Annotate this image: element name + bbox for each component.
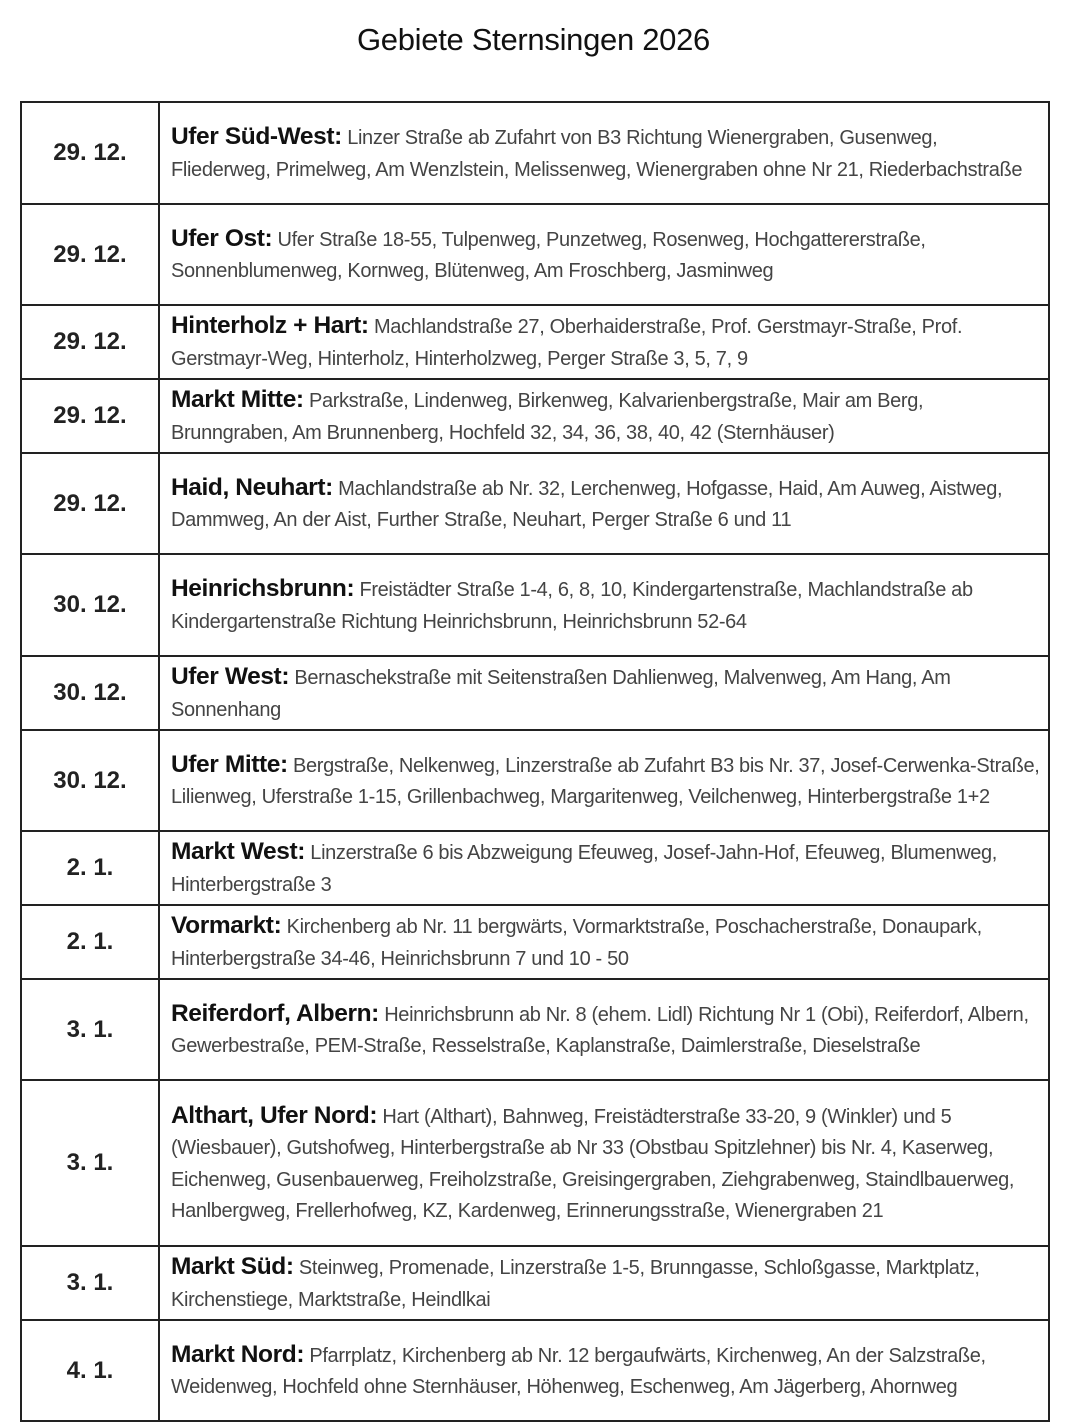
- table-row: [21, 102, 1049, 204]
- street-list: Pfarrplatz, Kirchenberg ab Nr. 12 bergaufwärts, Kirchenweg, An der Salzstraße, Weidenweg, Hochfeld ohne Sternhäuser, Höhenweg, Eschenweg, Am Jägerberg, Ahornweg: [171, 1344, 986, 1398]
- area-cell: [159, 979, 1049, 1080]
- area-separator: :: [279, 750, 288, 778]
- date-text: 4. 1.: [66, 1356, 114, 1384]
- area-separator: :: [334, 123, 342, 150]
- area-separator: :: [273, 912, 282, 939]
- area-name: Hinterholz + Hart: [171, 312, 361, 339]
- area-name: Markt Mitte: [171, 386, 296, 413]
- area-cell: [159, 305, 1049, 379]
- area-name: Ufer West: [171, 663, 282, 690]
- area-cell: [159, 379, 1049, 453]
- table-row: [21, 905, 1049, 979]
- area-name: Markt Nord: [171, 1340, 297, 1368]
- street-list: Linzerstraße 6 bis Abzweigung Efeuweg, Josef-Jahn-Hof, Efeuweg, Blumenweg, Hinterbergstraße 3: [171, 842, 998, 896]
- area-cell: [159, 905, 1049, 979]
- date-cell: [21, 204, 159, 305]
- table-row: [21, 730, 1049, 831]
- table-row: [21, 1080, 1049, 1246]
- area-name: Haid, Neuhart: [171, 473, 326, 501]
- street-list: Steinweg, Promenade, Linzerstraße 1-5, Brunngasse, Schloßgasse, Marktplatz, Kirchenstiege, Marktstraße, Heindlkai: [171, 1257, 980, 1311]
- date-text: 2. 1.: [66, 928, 114, 955]
- street-list: Linzer Straße ab Zufahrt von B3 Richtung Wienergraben, Gusenweg, Fliederweg, Primelweg, Am Wenzlstein, Melissenweg, Wienergraben ohne Nr 21, Riederbachstraße: [171, 127, 1023, 181]
- street-list: Machlandstraße ab Nr. 32, Lerchenweg, Hofgasse, Haid, Am Auweg, Aistweg, Dammweg, An der Aist, Further Straße, Neuhart, Perger Straße 6 und 11: [171, 477, 1003, 531]
- date-cell: [21, 1246, 159, 1320]
- area-name: Ufer Mitte: [171, 750, 280, 778]
- table-row: [21, 453, 1049, 554]
- date-text: 29. 12.: [53, 139, 127, 166]
- date-cell: [21, 453, 159, 554]
- date-text: 3. 1.: [66, 1015, 114, 1043]
- table-row: [21, 1246, 1049, 1320]
- table-row: [21, 979, 1049, 1080]
- area-cell: [159, 656, 1049, 730]
- area-name: Markt West: [171, 838, 298, 865]
- date-text: 2. 1.: [66, 854, 114, 881]
- area-cell: [159, 730, 1049, 831]
- area-name: Markt Süd: [171, 1253, 286, 1280]
- area-separator: :: [296, 1340, 305, 1368]
- areas-table-body: [21, 102, 1049, 1421]
- area-separator: :: [264, 224, 273, 252]
- date-cell: [21, 379, 159, 453]
- date-text: 30. 12.: [53, 591, 127, 618]
- street-list: Hart (Althart), Bahnweg, Freistädterstraße 33-20, 9 (Winkler) und 5 (Wiesbauer), Gutshofweg, Hinterbergstraße ab Nr 33 (Obstbau Spitzlehner) bis Nr. 4, Kaserweg, Eichenweg, Gusenbauerweg, Freiholzstraße, Greisingergraben, Ziehgrabenweg, Staindlbauerweg, Hanlbergweg, Frellerhofweg, KZ, Kardenweg, Erinnerungsstraße, Wienergraben 21: [171, 1105, 1015, 1222]
- areas-table: [20, 101, 1050, 1422]
- date-cell: [21, 554, 159, 656]
- date-text: 30. 12.: [53, 766, 127, 794]
- area-cell: [159, 1246, 1049, 1320]
- area-cell: [159, 554, 1049, 656]
- street-list: Kirchenberg ab Nr. 11 bergwärts, Vormarktstraße, Poschacherstraße, Donaupark, Hinterbergstraße 34-46, Heinrichsbrunn 7 und 10 - 50: [171, 916, 982, 970]
- area-cell: [159, 453, 1049, 554]
- area-cell: [159, 204, 1049, 305]
- area-separator: :: [346, 575, 355, 602]
- table-row: [21, 554, 1049, 656]
- date-cell: [21, 979, 159, 1080]
- area-separator: :: [371, 999, 379, 1027]
- table-row: [21, 379, 1049, 453]
- area-cell: [159, 1080, 1049, 1246]
- date-cell: [21, 102, 159, 204]
- area-separator: :: [325, 473, 333, 501]
- street-list: Bernaschekstraße mit Seitenstraßen Dahlienweg, Malvenweg, Am Hang, Am Sonnenhang: [171, 667, 951, 721]
- table-row: [21, 831, 1049, 905]
- date-text: 29. 12.: [53, 489, 127, 517]
- street-list: Heinrichsbrunn ab Nr. 8 (ehem. Lidl) Richtung Nr 1 (Obi), Reiferdorf, Albern, Gewerbestraße, PEM-Straße, Resselstraße, Kaplanstraße, Daimlerstraße, Dieselstraße: [171, 1003, 1029, 1057]
- table-row: [21, 1320, 1049, 1421]
- area-name: Ufer Süd-West: [171, 123, 335, 150]
- area-name: Althart, Ufer Nord: [171, 1101, 370, 1129]
- street-list: Parkstraße, Lindenweg, Birkenweg, Kalvarienbergstraße, Mair am Berg, Brunngraben, Am Brunnenberg, Hochfeld 32, 34, 36, 38, 40, 42 (Sternhäuser): [171, 390, 924, 444]
- date-cell: [21, 831, 159, 905]
- date-cell: [21, 305, 159, 379]
- area-separator: :: [285, 1253, 294, 1280]
- area-separator: :: [297, 838, 306, 865]
- date-text: 3. 1.: [66, 1269, 114, 1296]
- area-cell: [159, 102, 1049, 204]
- date-text: 29. 12.: [53, 402, 127, 429]
- street-list: Bergstraße, Nelkenweg, Linzerstraße ab Zufahrt B3 bis Nr. 37, Josef-Cerwenka-Straße, Lilienweg, Uferstraße 1-15, Grillenbachweg, Margaritenweg, Veilchenweg, Hinterbergstraße 1+2: [171, 754, 1040, 808]
- page-title: Gebiete Sternsingen 2026: [356, 22, 710, 57]
- street-list: Freistädter Straße 1-4, 6, 8, 10, Kindergartenstraße, Machlandstraße ab Kindergartenstraße Richtung Heinrichsbrunn, Heinrichsbrunn 52-64: [171, 579, 973, 633]
- date-text: 3. 1.: [66, 1149, 114, 1176]
- area-separator: :: [295, 386, 304, 413]
- area-separator: :: [281, 663, 290, 690]
- date-text: 29. 12.: [53, 328, 127, 355]
- area-separator: :: [369, 1101, 378, 1129]
- table-row: [21, 656, 1049, 730]
- area-name: Vormarkt: [171, 912, 274, 939]
- area-name: Reiferdorf, Albern: [171, 999, 372, 1027]
- area-separator: :: [360, 312, 369, 339]
- area-name: Ufer Ost: [171, 224, 265, 252]
- date-cell: [21, 905, 159, 979]
- area-cell: [159, 831, 1049, 905]
- area-cell: [159, 1320, 1049, 1421]
- street-list: Ufer Straße 18-55, Tulpenweg, Punzetweg, Rosenweg, Hochgattererstraße, Sonnenblumenweg, Kornweg, Blütenweg, Am Froschberg, Jasminweg: [171, 228, 926, 282]
- date-cell: [21, 656, 159, 730]
- date-text: 29. 12.: [53, 240, 127, 268]
- date-cell: [21, 1320, 159, 1421]
- date-cell: [21, 730, 159, 831]
- date-text: 30. 12.: [53, 679, 127, 706]
- area-name: Heinrichsbrunn: [171, 575, 347, 602]
- table-row: [21, 204, 1049, 305]
- date-cell: [21, 1080, 159, 1246]
- street-list: Machlandstraße 27, Oberhaiderstraße, Prof. Gerstmayr-Straße, Prof. Gerstmayr-Weg, Hinterholz, Hinterholzweg, Perger Straße 3, 5, 7, 9: [171, 316, 963, 370]
- table-row: [21, 305, 1049, 379]
